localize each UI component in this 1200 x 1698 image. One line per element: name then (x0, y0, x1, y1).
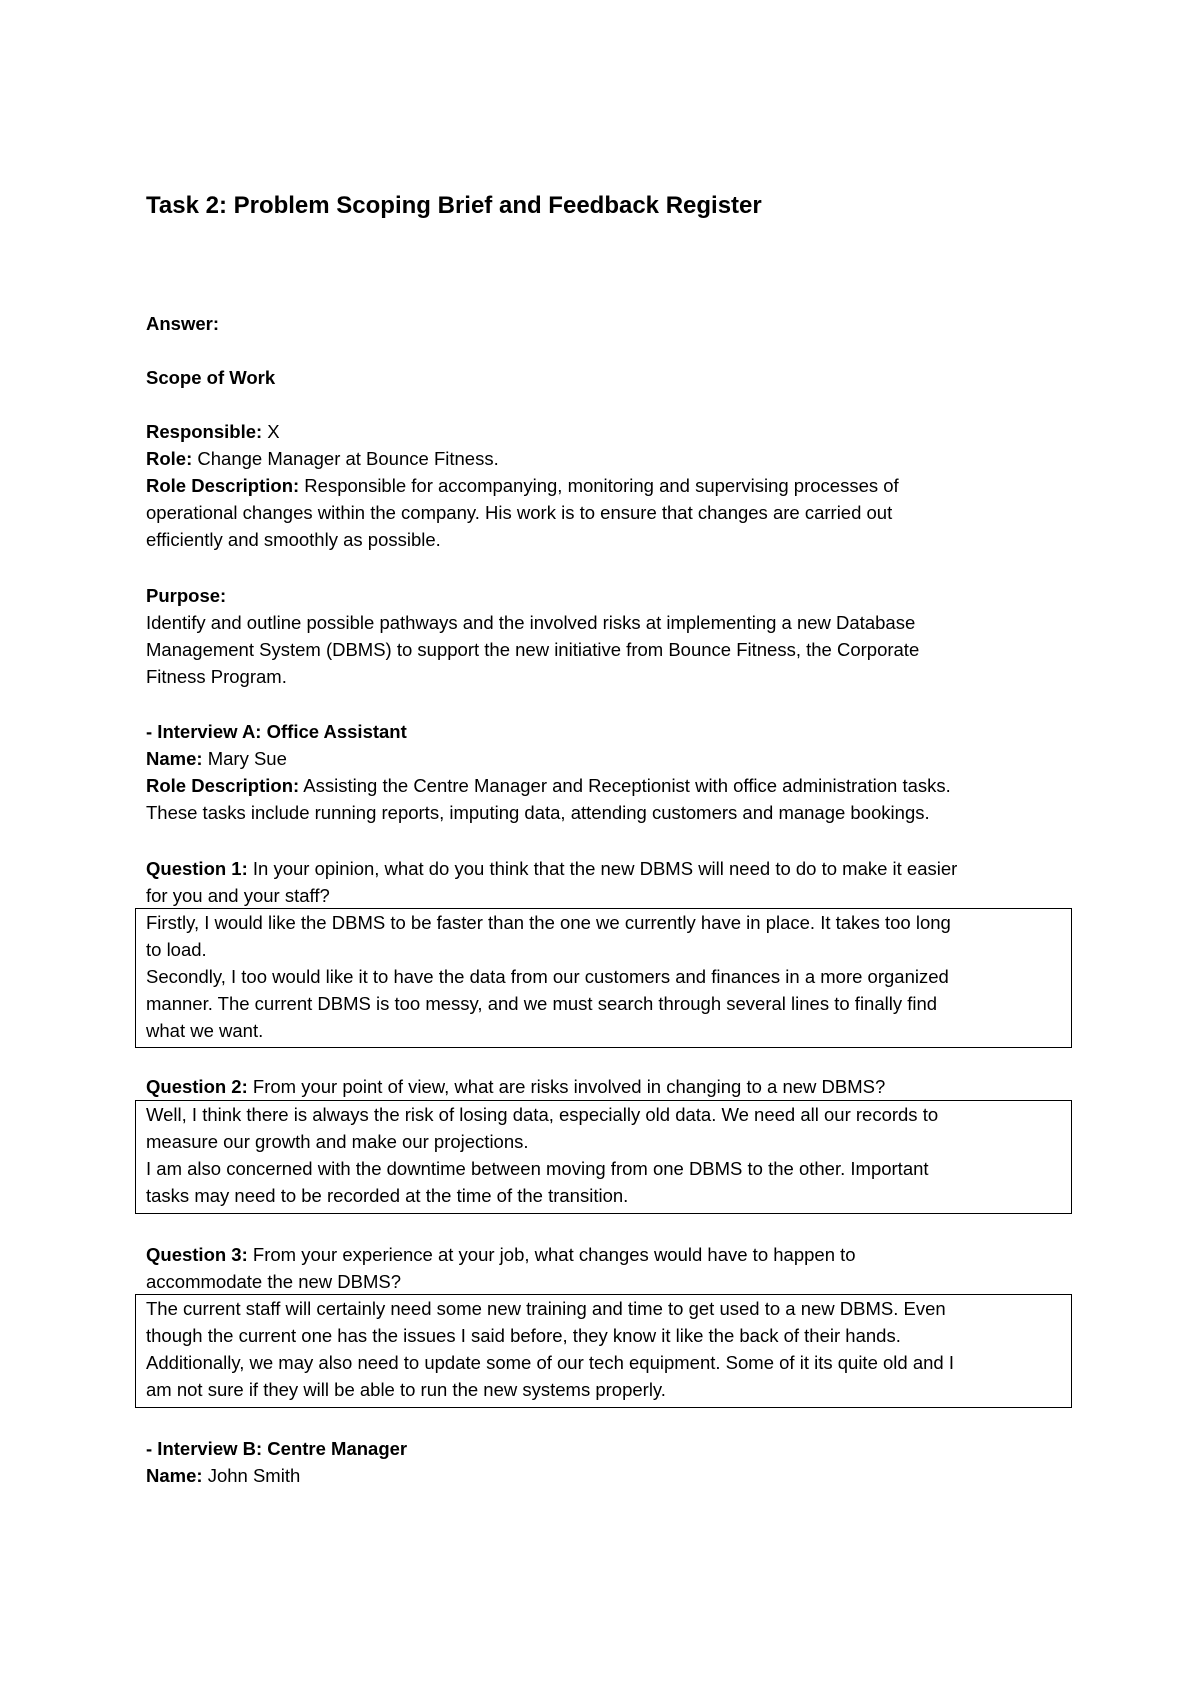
question-1 (146, 855, 957, 882)
answer-box-1 (135, 908, 1072, 1048)
question-text: for you and your staff? (146, 885, 330, 906)
answer-line: Additionally, we may also need to update some of our tech equipment. Some of it its quite old and I (146, 1352, 954, 1373)
answer-line: though the current one has the issues I said before, they know it like the back of their hands. (146, 1325, 901, 1346)
answer-line: manner. The current DBMS is too messy, and we must search through several lines to finally find (146, 993, 938, 1014)
interview-a-heading: - Interview A: Office Assistant (146, 721, 407, 742)
answer-line: Secondly, I too would like it to have the data from our customers and finances in a more organized (146, 966, 949, 987)
interview-b-heading: - Interview B: Centre Manager (146, 1438, 408, 1459)
purpose-label: Purpose: (146, 585, 227, 606)
answer-line: tasks may need to be recorded at the time of the transition. (146, 1185, 629, 1206)
role-line (146, 445, 499, 472)
answer-line: to load. (146, 939, 207, 960)
responsible-value: X (262, 421, 280, 442)
role-description-label: Role Description: (146, 775, 300, 796)
answer-line: am not sure if they will be able to run the new systems properly. (146, 1379, 666, 1400)
responsible-label: Responsible: (146, 421, 263, 442)
question-text: From your experience at your job, what changes would have to happen to (247, 1244, 856, 1265)
purpose-text: Management System (DBMS) to support the new initiative from Bounce Fitness, the Corporate (146, 639, 920, 660)
interview-a-role-line (146, 772, 951, 799)
name-value: John Smith (202, 1465, 301, 1486)
answer-line: what we want. (146, 1020, 264, 1041)
name-label: Name: (146, 1465, 203, 1486)
role-description-text: Assisting the Centre Manager and Receptionist with office administration tasks. (299, 775, 951, 796)
question-2 (146, 1073, 885, 1100)
purpose-text: Identify and outline possible pathways and the involved risks at implementing a new Database (146, 612, 916, 633)
role-label: Role: (146, 448, 193, 469)
scope-heading: Scope of Work (146, 367, 276, 388)
question-label: Question 2: (146, 1076, 248, 1097)
role-description-text: Responsible for accompanying, monitoring and supervising processes of (299, 475, 899, 496)
page-title: Task 2: Problem Scoping Brief and Feedback Register (146, 192, 762, 219)
question-3 (146, 1241, 856, 1268)
responsible-line (146, 418, 280, 445)
interview-b-name-line (146, 1462, 300, 1489)
question-text: From your point of view, what are risks involved in changing to a new DBMS? (247, 1076, 886, 1097)
answer-box-3 (135, 1294, 1072, 1408)
question-label: Question 3: (146, 1244, 248, 1265)
interview-a-name-line (146, 745, 287, 772)
role-description-text: These tasks include running reports, imputing data, attending customers and manage bookings. (146, 802, 930, 823)
answer-label: Answer: (146, 313, 219, 334)
name-label: Name: (146, 748, 203, 769)
role-description-text: efficiently and smoothly as possible. (146, 529, 441, 550)
name-value: Mary Sue (202, 748, 287, 769)
answer-line: The current staff will certainly need some new training and time to get used to a new DBMS. Even (146, 1298, 946, 1319)
role-description-line (146, 472, 899, 499)
question-label: Question 1: (146, 858, 248, 879)
purpose-text: Fitness Program. (146, 666, 287, 687)
answer-line: I am also concerned with the downtime between moving from one DBMS to the other. Important (146, 1158, 929, 1179)
answer-line: measure our growth and make our projections. (146, 1131, 529, 1152)
answer-line: Well, I think there is always the risk of losing data, especially old data. We need all our records to (146, 1104, 939, 1125)
role-description-text: operational changes within the company. His work is to ensure that changes are carried out (146, 502, 893, 523)
question-text: accommodate the new DBMS? (146, 1271, 402, 1292)
answer-box-2 (135, 1100, 1072, 1214)
role-description-label: Role Description: (146, 475, 300, 496)
answer-line: Firstly, I would like the DBMS to be faster than the one we currently have in place. It takes too long (146, 912, 951, 933)
role-value: Change Manager at Bounce Fitness. (192, 448, 499, 469)
question-text: In your opinion, what do you think that the new DBMS will need to do to make it easier (247, 858, 958, 879)
